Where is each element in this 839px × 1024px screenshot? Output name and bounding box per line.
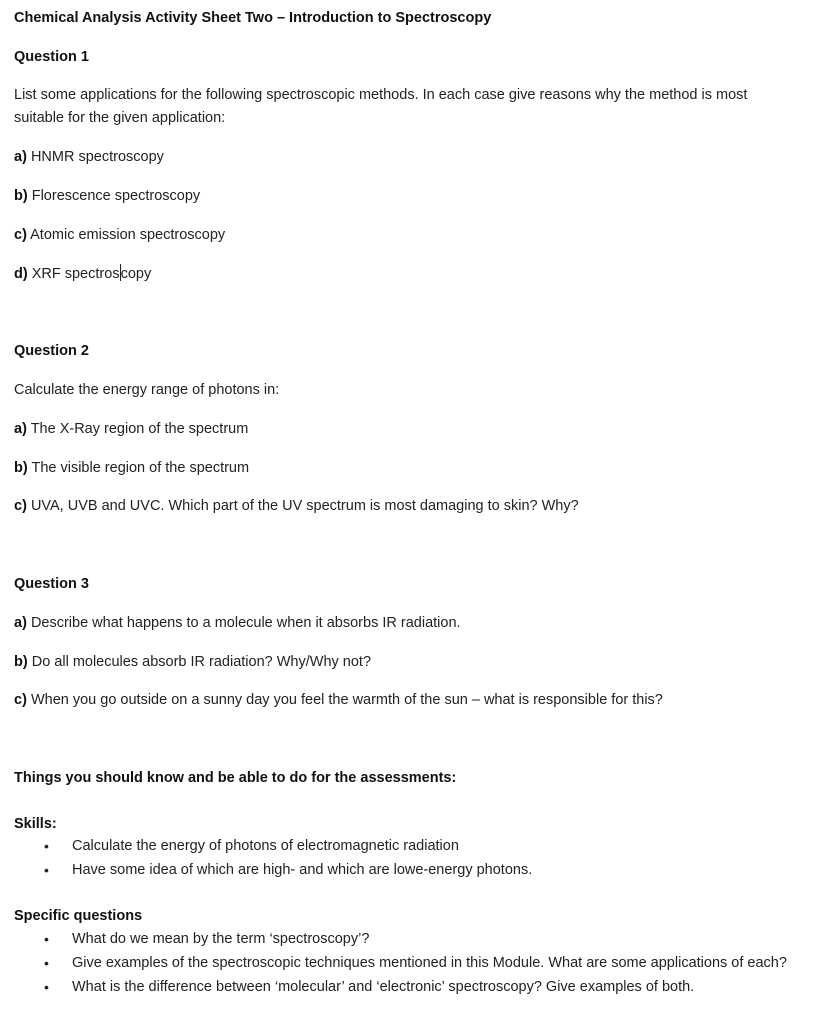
- question-3-item-a: [14, 614, 461, 632]
- list-item: [14, 835, 804, 857]
- item-text: Florescence spectroscopy: [31, 188, 201, 204]
- item-label: a): [14, 149, 27, 165]
- question-3-item-c: [14, 691, 663, 709]
- question-2-item-b: [14, 459, 249, 477]
- item-text-end: copy: [120, 266, 152, 282]
- question-1-item-d: [14, 264, 151, 283]
- list-item-text: Calculate the energy of photons of electromagnetic radiation: [72, 838, 459, 854]
- list-item: [14, 952, 804, 974]
- question-3-item-b: [14, 653, 371, 671]
- item-text: The visible region of the spectrum: [31, 460, 250, 476]
- question-2-intro: Calculate the energy range of photons in:: [14, 382, 280, 398]
- item-label: b): [14, 188, 28, 204]
- assessments-heading: Things you should know and be able to do for the assessments:: [14, 770, 457, 786]
- list-item-text: Have some idea of which are high- and which are lowe-energy photons.: [72, 862, 533, 878]
- list-item: [14, 928, 804, 950]
- question-2-heading: Question 2: [14, 343, 89, 359]
- list-item: [14, 859, 804, 881]
- specific-questions-heading: Specific questions: [14, 908, 143, 924]
- question-1-item-a: [14, 148, 164, 166]
- list-item: [14, 976, 804, 998]
- item-label: a): [14, 615, 27, 631]
- question-1-intro: List some applications for the following spectroscopic methods. In each case give reasons why the method is most suitable for the given application:: [14, 87, 748, 126]
- item-text: Do all molecules absorb IR radiation? Why/Why not?: [31, 654, 372, 670]
- bullet-icon: •: [44, 931, 49, 947]
- bullet-icon: •: [44, 955, 49, 971]
- item-label: a): [14, 421, 27, 437]
- skills-list: [14, 835, 804, 883]
- question-1-heading: Question 1: [14, 49, 89, 65]
- item-label: b): [14, 460, 28, 476]
- list-item-text: Give examples of the spectroscopic techniques mentioned in this Module. What are some applications of each?: [72, 955, 787, 971]
- skills-heading: Skills:: [14, 816, 57, 832]
- item-label: c): [14, 498, 27, 514]
- item-label: b): [14, 654, 28, 670]
- question-1-item-c: [14, 226, 225, 244]
- question-1-item-b: [14, 187, 200, 205]
- item-text: HNMR spectroscopy: [30, 149, 164, 165]
- specific-questions-list: [14, 928, 804, 1000]
- item-text: When you go outside on a sunny day you feel the warmth of the sun – what is responsible for this?: [30, 692, 663, 708]
- list-item-text: What is the difference between ‘molecular’ and ‘electronic’ spectroscopy? Give examples of both.: [72, 979, 695, 995]
- question-3-heading: Question 3: [14, 576, 89, 592]
- document-title: Chemical Analysis Activity Sheet Two – Introduction to Spectroscopy: [14, 10, 492, 26]
- item-text: UVA, UVB and UVC. Which part of the UV spectrum is most damaging to skin? Why?: [30, 498, 579, 514]
- question-2-item-a: [14, 420, 248, 438]
- bullet-icon: •: [44, 862, 49, 878]
- item-label: c): [14, 227, 27, 243]
- item-label: c): [14, 692, 27, 708]
- list-item-text: What do we mean by the term ‘spectroscopy’?: [72, 931, 370, 947]
- item-text: Describe what happens to a molecule when it absorbs IR radiation.: [30, 615, 461, 631]
- question-2-item-c: [14, 497, 579, 515]
- item-label: d): [14, 266, 28, 282]
- item-text: The X-Ray region of the spectrum: [30, 421, 249, 437]
- bullet-icon: •: [44, 838, 49, 854]
- item-text-start: XRF spectros: [31, 266, 120, 282]
- bullet-icon: •: [44, 979, 49, 995]
- item-text: Atomic emission spectroscopy: [30, 227, 226, 243]
